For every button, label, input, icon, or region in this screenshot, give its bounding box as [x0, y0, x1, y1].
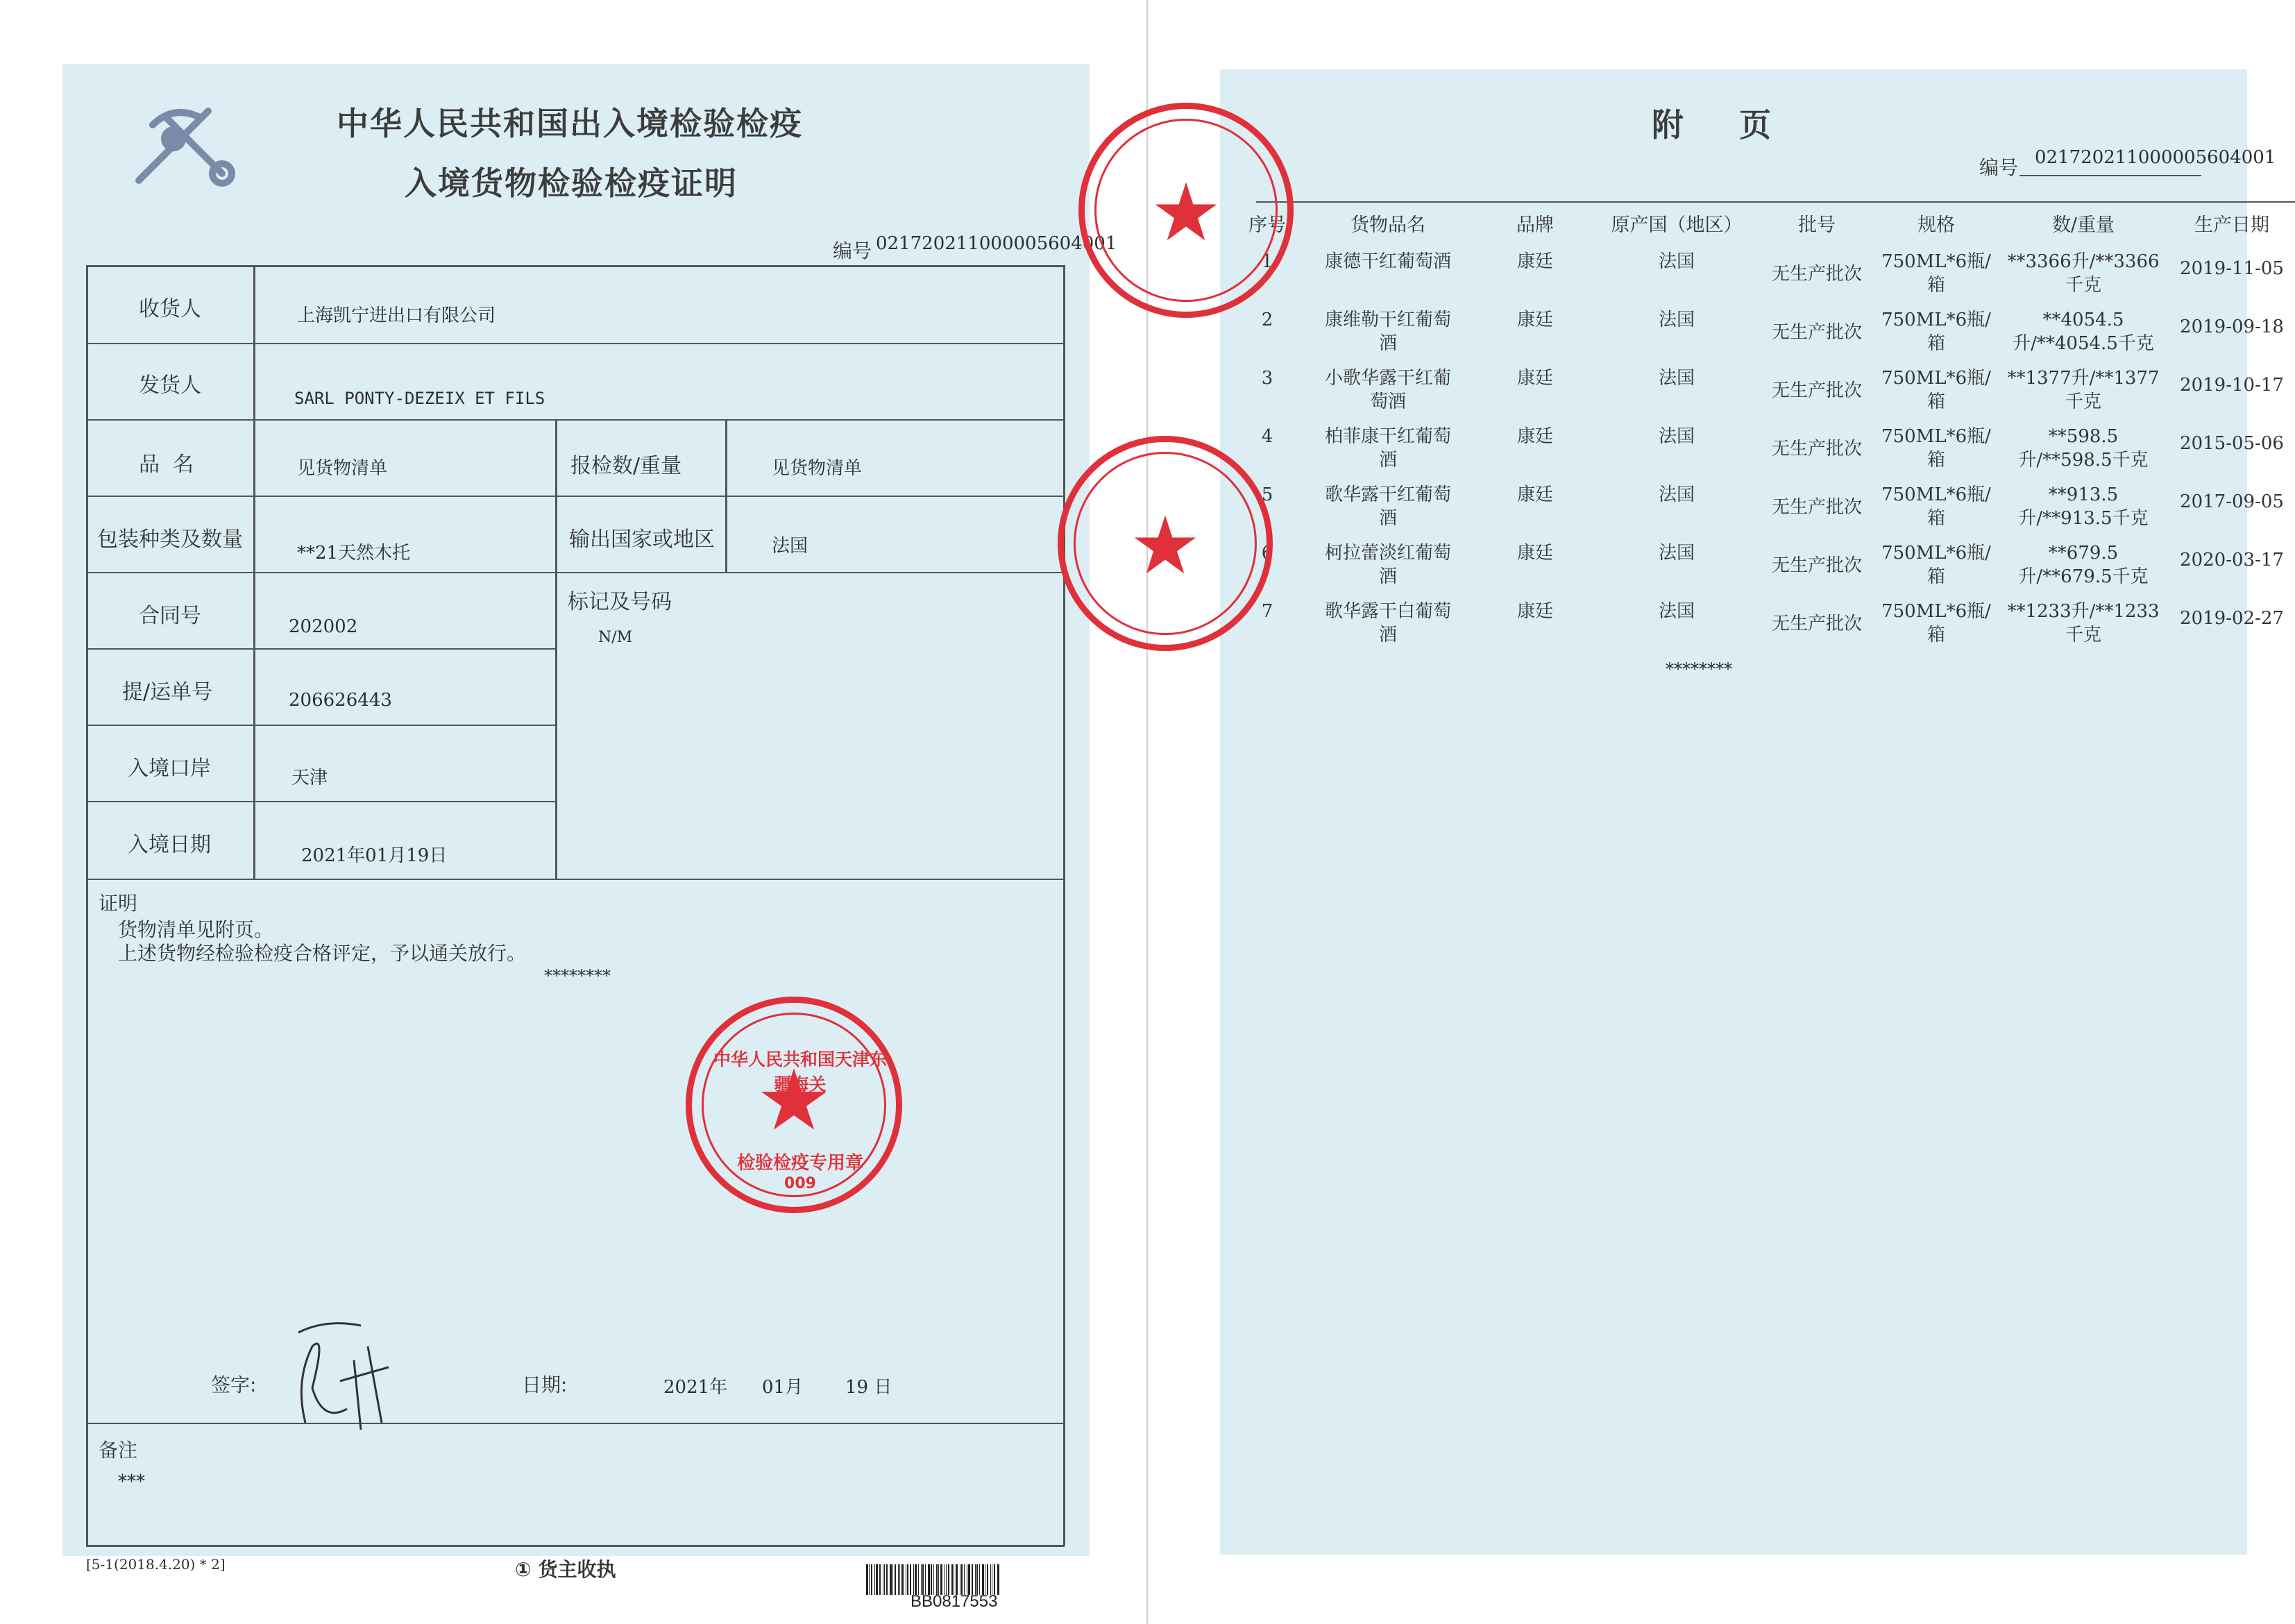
origin-country: 法国 — [1658, 543, 1695, 564]
goods-name-line: 酒 — [1378, 566, 1397, 587]
goods-name-value: 见货物清单 — [297, 458, 388, 479]
form-code: [5-1(2018.4.20) * 2] — [86, 1556, 226, 1573]
batch-number: 无生产批次 — [1771, 380, 1862, 401]
stamp-purpose-text: 检验检疫专用章 — [736, 1153, 863, 1174]
appendix-serial-label: 编号 — [1979, 156, 2019, 179]
goods-name-line: 歌华露干白葡萄 — [1324, 601, 1451, 622]
quantity-weight-line: 升/**679.5千克 — [2018, 566, 2149, 587]
marks-value: N/M — [598, 629, 633, 646]
specification-line: 箱 — [1926, 391, 1945, 412]
goods-name-line: 康维勒干红葡萄 — [1324, 310, 1451, 330]
specification-line: 箱 — [1926, 275, 1945, 296]
brand: 康廷 — [1516, 251, 1553, 272]
production-date: 2019-11-05 — [2180, 258, 2284, 279]
goods-name-line: 小歌华露干红葡 — [1324, 368, 1451, 389]
specification-line: 750ML*6瓶/ — [1881, 426, 1991, 447]
barcode — [866, 1564, 1060, 1595]
sign-date-label: 日期: — [522, 1373, 568, 1396]
goods-name-line: 酒 — [1378, 333, 1397, 354]
batch-number: 无生产批次 — [1771, 555, 1862, 576]
entry-port-value: 天津 — [291, 768, 328, 788]
proof-label: 证明 — [99, 892, 138, 915]
quantity-weight-line: 千克 — [2065, 275, 2101, 296]
package-label: 包装种类及数量 — [97, 527, 243, 552]
goods-name-line: 柯拉蕾淡红葡萄 — [1324, 543, 1451, 564]
specification-line: 750ML*6瓶/ — [1881, 251, 1991, 272]
certificate-sheet — [62, 64, 1090, 1556]
quantity-weight-line: **913.5 — [2048, 484, 2119, 505]
brand: 康廷 — [1516, 426, 1553, 447]
consignor-value: SARL PONTY-DEZEIX ET FILS — [294, 389, 545, 408]
batch-number: 无生产批次 — [1771, 439, 1862, 459]
customs-emblem-icon — [125, 97, 243, 187]
appendix-col-header-2: 货物品名 — [1350, 214, 1425, 236]
appendix-table-top-rule — [1256, 201, 2295, 203]
quantity-weight-line: 升/**913.5千克 — [2018, 508, 2149, 529]
specification-line: 750ML*6瓶/ — [1881, 543, 1991, 564]
remark-label: 备注 — [99, 1439, 138, 1462]
quantity-weight-line: **1233升/**1233 — [2007, 601, 2160, 622]
signature-label: 签字: — [211, 1373, 257, 1396]
row-number: 4 — [1261, 426, 1273, 447]
goods-name-line: 酒 — [1378, 450, 1397, 471]
specification-line: 750ML*6瓶/ — [1881, 601, 1991, 622]
quantity-weight-line: **3366升/**3366 — [2007, 251, 2160, 272]
certificate-title-line1: 中华人民共和国出入境检验检疫 — [337, 105, 803, 142]
production-date: 2019-02-27 — [2180, 608, 2284, 629]
row-number: 6 — [1261, 543, 1273, 564]
appendix-stamp-middle — [1058, 436, 1273, 651]
appendix-title: 附 页 — [1652, 106, 1772, 144]
sign-month: 01月 — [762, 1377, 804, 1398]
specification-line: 箱 — [1926, 333, 1945, 354]
row-number: 7 — [1261, 601, 1273, 622]
marks-label: 标记及号码 — [568, 590, 672, 614]
goods-name-line: 酒 — [1378, 625, 1397, 645]
certificate-title-line2: 入境货物检验检疫证明 — [405, 164, 738, 202]
appendix-col-header-3: 品牌 — [1516, 214, 1554, 236]
entry-port-label: 入境口岸 — [128, 756, 211, 781]
specification-line: 750ML*6瓶/ — [1881, 310, 1991, 330]
appendix-col-header-7: 数/重量 — [2051, 214, 2115, 236]
appendix-col-header-6: 规格 — [1917, 214, 1955, 236]
specification-line: 箱 — [1926, 625, 1945, 645]
row-number: 3 — [1261, 368, 1273, 389]
row-number: 1 — [1261, 251, 1273, 272]
quantity-weight-line: 千克 — [2065, 391, 2101, 412]
specification-line: 750ML*6瓶/ — [1881, 368, 1991, 389]
appendix-col-header-5: 批号 — [1798, 214, 1836, 236]
quantity-weight-line: **679.5 — [2048, 543, 2119, 564]
brand: 康廷 — [1516, 484, 1553, 505]
appendix-end-stars: ******** — [1666, 659, 1732, 679]
stamp-number: 009 — [784, 1175, 816, 1192]
production-date: 2015-05-06 — [2180, 433, 2284, 454]
signature-mark — [285, 1305, 403, 1437]
goods-name-line: 康德干红葡萄酒 — [1324, 251, 1451, 272]
official-stamp — [686, 997, 902, 1213]
serial-label: 编号 — [833, 239, 872, 262]
batch-number: 无生产批次 — [1771, 322, 1862, 343]
proof-line-2: 上述货物经检验检疫合格评定，予以通关放行。 — [118, 942, 527, 965]
origin-country: 法国 — [1658, 484, 1695, 505]
stamp-agency-text: 中华人民共和国天津东疆海关 — [713, 1049, 887, 1094]
contract-label: 合同号 — [139, 604, 201, 628]
quantity-weight-line: **1377升/**1377 — [2007, 368, 2160, 389]
brand: 康廷 — [1516, 310, 1553, 330]
remark-value: *** — [118, 1471, 145, 1492]
row-number: 5 — [1261, 484, 1273, 505]
entry-date-label: 入境日期 — [128, 833, 211, 857]
certificate-page — [0, 0, 1146, 1624]
brand: 康廷 — [1516, 543, 1553, 564]
origin-country: 法国 — [1658, 368, 1695, 389]
specification-line: 箱 — [1926, 566, 1945, 587]
proof-line-1: 货物清单见附页。 — [118, 918, 274, 941]
goods-name-line: 酒 — [1378, 508, 1397, 529]
appendix-col-header-1: 序号 — [1248, 214, 1286, 236]
consignee-value: 上海凯宁进出口有限公司 — [297, 305, 496, 326]
goods-name-line: 柏菲康干红葡萄 — [1324, 426, 1451, 447]
appendix-col-header-4: 原产国（地区） — [1611, 214, 1743, 236]
specification-line: 箱 — [1926, 450, 1945, 471]
sign-year: 2021年 — [663, 1377, 728, 1398]
barcode-number: BB0817553 — [911, 1592, 998, 1611]
quantity-weight-line: 千克 — [2065, 625, 2101, 645]
production-date: 2017-09-05 — [2180, 491, 2284, 512]
brand: 康廷 — [1516, 601, 1553, 622]
origin-country: 法国 — [1658, 426, 1695, 447]
bill-of-lading-value: 206626443 — [289, 690, 392, 711]
quantity-weight-line: **598.5 — [2048, 426, 2119, 447]
bill-of-lading-label: 提/运单号 — [122, 680, 213, 704]
specification-line: 750ML*6瓶/ — [1881, 484, 1991, 505]
quantity-weight-line: 升/**4054.5千克 — [2013, 333, 2154, 354]
consignor-label: 发货人 — [139, 373, 201, 398]
origin-country: 法国 — [1658, 251, 1695, 272]
quantity-weight-line: **4054.5 — [2042, 310, 2124, 330]
appendix-stamp-top — [1078, 103, 1294, 318]
quantity-value: 见货物清单 — [772, 458, 863, 479]
export-country-value: 法国 — [772, 536, 808, 557]
goods-name-label: 品 名 — [139, 452, 194, 477]
specification-line: 箱 — [1926, 508, 1945, 529]
batch-number: 无生产批次 — [1771, 614, 1862, 634]
appendix-serial-number: 021720211000005604001 — [2035, 147, 2276, 168]
production-date: 2019-09-18 — [2180, 316, 2284, 337]
consignee-label: 收货人 — [139, 297, 201, 321]
quantity-label: 报检数/重量 — [570, 454, 682, 478]
copy-holder-label: ① 货主收执 — [515, 1558, 616, 1581]
package-value: **21天然木托 — [297, 543, 411, 564]
export-country-label: 输出国家或地区 — [569, 527, 715, 552]
row-number: 2 — [1261, 310, 1273, 330]
brand: 康廷 — [1516, 368, 1553, 389]
production-date: 2020-03-17 — [2180, 550, 2284, 570]
batch-number: 无生产批次 — [1771, 264, 1862, 285]
production-date: 2019-10-17 — [2180, 375, 2284, 396]
origin-country: 法国 — [1658, 601, 1695, 622]
appendix-col-header-8: 生产日期 — [2194, 214, 2269, 236]
entry-date-value: 2021年01月19日 — [301, 845, 448, 866]
batch-number: 无生产批次 — [1771, 497, 1862, 518]
contract-value: 202002 — [289, 616, 358, 637]
proof-stars: ******** — [544, 966, 611, 986]
serial-number: 02172021100000560400​1 — [876, 233, 1117, 254]
origin-country: 法国 — [1658, 310, 1695, 330]
quantity-weight-line: 升/**598.5千克 — [2018, 450, 2149, 471]
sign-day: 19 日 — [845, 1377, 892, 1398]
goods-name-line: 歌华露干红葡萄 — [1324, 484, 1451, 505]
appendix-page — [1148, 0, 2295, 1624]
goods-name-line: 萄酒 — [1369, 391, 1406, 412]
